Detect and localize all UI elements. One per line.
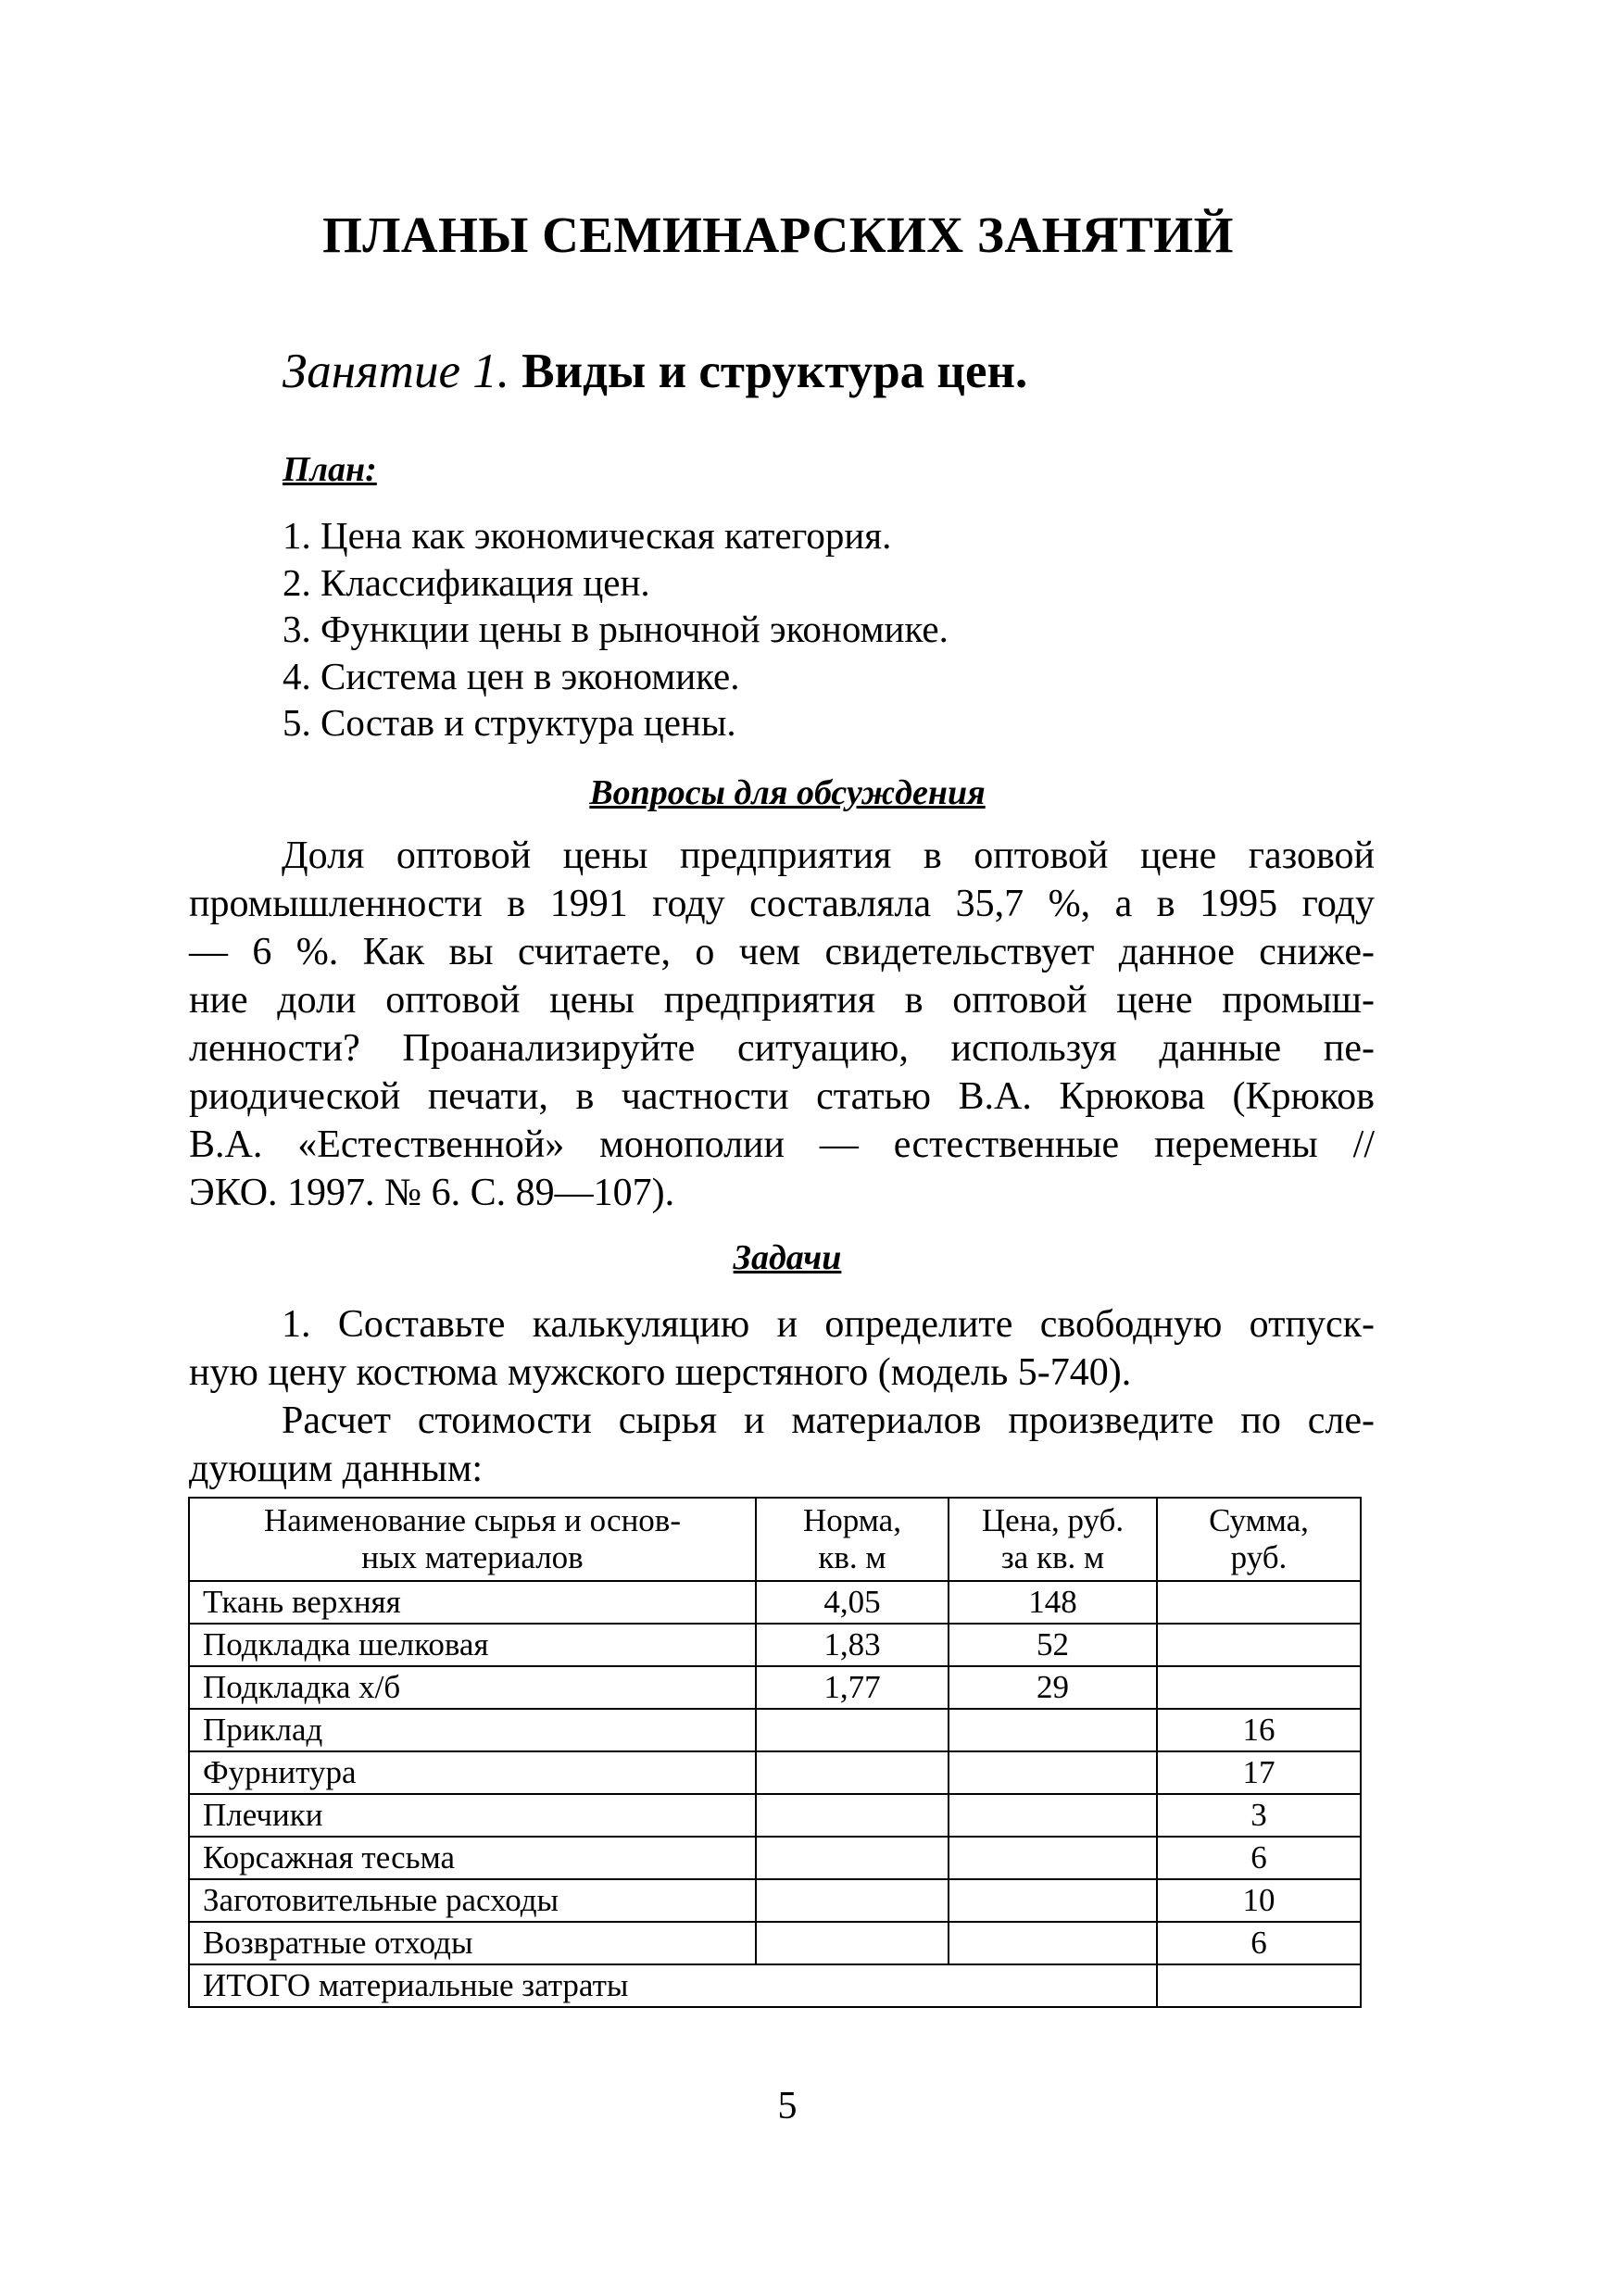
- materials-table: [188, 1497, 1362, 2008]
- tasks-heading: Задачи: [733, 1238, 842, 1277]
- cell-name: Плечики: [189, 1794, 756, 1837]
- cell-name: Фурнитура: [189, 1751, 756, 1794]
- table-row: [189, 1581, 1361, 1624]
- cell-norm: [756, 1794, 949, 1837]
- cell-norm: [756, 1751, 949, 1794]
- paragraph-line: дующим данным:: [189, 1448, 484, 1490]
- cell-total-sum: [1157, 1964, 1361, 2007]
- paragraph-line: Расчет стоимости сырья и материалов произведите по сле-: [282, 1399, 1375, 1442]
- plan-item: 4. Система цен в экономике.: [283, 654, 740, 697]
- table-row: [189, 1794, 1361, 1837]
- cell-price: [949, 1879, 1157, 1922]
- table-row: [189, 1879, 1361, 1922]
- page-title: ПЛАНЫ СЕМИНАРСКИХ ЗАНЯТИЙ: [322, 207, 1234, 263]
- cell-sum: [1157, 1624, 1361, 1666]
- cell-name: Подкладка шелковая: [189, 1624, 756, 1666]
- table-header-row: [189, 1498, 1361, 1581]
- questions-paragraph: [189, 832, 1375, 1217]
- table-row: [189, 1837, 1361, 1879]
- paragraph-line: Доля оптовой цены предприятия в оптовой цене газовой: [282, 834, 1375, 877]
- plan-label: План:: [283, 450, 377, 489]
- cell-price: 148: [949, 1581, 1157, 1624]
- paragraph-line: ную цену костюма мужского шерстяного (модель 5-740).: [189, 1351, 1132, 1394]
- table-row: [189, 1666, 1361, 1709]
- questions-heading: Вопросы для обсуждения: [589, 773, 986, 812]
- cell-name: Подкладка х/б: [189, 1666, 756, 1709]
- cell-sum: 17: [1157, 1751, 1361, 1794]
- cell-norm: [756, 1879, 949, 1922]
- header-sum: Сумма, руб.: [1157, 1498, 1361, 1581]
- paragraph-line: ленности? Проанализируйте ситуацию, используя данные пе-: [189, 1027, 1375, 1070]
- page-number: 5: [777, 2085, 798, 2127]
- cell-name: Ткань верхняя: [189, 1581, 756, 1624]
- cell-sum: 6: [1157, 1837, 1361, 1879]
- paragraph-line: В.А. «Естественной» монополии — естественные перемены //: [189, 1123, 1375, 1166]
- lesson-topic: Виды и структура цен.: [521, 345, 1028, 398]
- task-1-paragraph: [189, 1300, 1375, 1397]
- plan-item: 3. Функции цены в рыночной экономике.: [283, 608, 949, 650]
- table-row: [189, 1709, 1361, 1751]
- cell-price: [949, 1751, 1157, 1794]
- lesson-heading: [283, 344, 1027, 399]
- paragraph-line: — 6 %. Как вы считаете, о чем свидетельствует данное сниже-: [189, 931, 1375, 973]
- paragraph-line: риодической печати, в частности статью В.А. Крюкова (Крюков: [189, 1075, 1375, 1118]
- cell-norm: [756, 1837, 949, 1879]
- cell-price: [949, 1837, 1157, 1879]
- cell-total-label: ИТОГО материальные затраты: [189, 1964, 1157, 2007]
- cell-norm: [756, 1922, 949, 1964]
- cell-sum: 3: [1157, 1794, 1361, 1837]
- cell-norm: 4,05: [756, 1581, 949, 1624]
- table-row: [189, 1751, 1361, 1794]
- table-row: [189, 1624, 1361, 1666]
- cell-price: [949, 1709, 1157, 1751]
- plan-item: 5. Состав и структура цены.: [283, 701, 736, 744]
- cell-price: [949, 1922, 1157, 1964]
- header-norm: Норма, кв. м: [756, 1498, 949, 1581]
- cell-sum: [1157, 1581, 1361, 1624]
- table-row: [189, 1922, 1361, 1964]
- cell-name: Корсажная тесьма: [189, 1837, 756, 1879]
- cell-norm: 1,83: [756, 1624, 949, 1666]
- task-2-paragraph: [189, 1397, 1375, 1493]
- table-total-row: [189, 1964, 1361, 2007]
- header-price: Цена, руб. за кв. м: [949, 1498, 1157, 1581]
- cell-price: 52: [949, 1624, 1157, 1666]
- cell-sum: 16: [1157, 1709, 1361, 1751]
- header-material-name: Наименование сырья и основ- ных материалов: [189, 1498, 756, 1581]
- paragraph-line: 1. Составьте калькуляцию и определите свободную отпуск-: [282, 1303, 1375, 1346]
- cell-sum: [1157, 1666, 1361, 1709]
- paragraph-line: ние доли оптовой цены предприятия в оптовой цене промыш-: [189, 979, 1375, 1022]
- cell-norm: 1,77: [756, 1666, 949, 1709]
- cell-norm: [756, 1709, 949, 1751]
- cell-name: Приклад: [189, 1709, 756, 1751]
- cell-sum: 6: [1157, 1922, 1361, 1964]
- plan-item: 2. Классификация цен.: [283, 560, 650, 604]
- cell-name: Возвратные отходы: [189, 1922, 756, 1964]
- cell-name: Заготовительные расходы: [189, 1879, 756, 1922]
- cell-sum: 10: [1157, 1879, 1361, 1922]
- lesson-number: Занятие 1.: [283, 345, 509, 398]
- paragraph-line: промышленности в 1991 году составляла 35,7 %, а в 1995 году: [189, 883, 1375, 925]
- plan-item: 1. Цена как экономическая категория.: [283, 514, 892, 557]
- plan-list: [283, 512, 949, 747]
- cell-price: [949, 1794, 1157, 1837]
- paragraph-line: ЭКО. 1997. № 6. С. 89—107).: [189, 1172, 675, 1214]
- cell-price: 29: [949, 1666, 1157, 1709]
